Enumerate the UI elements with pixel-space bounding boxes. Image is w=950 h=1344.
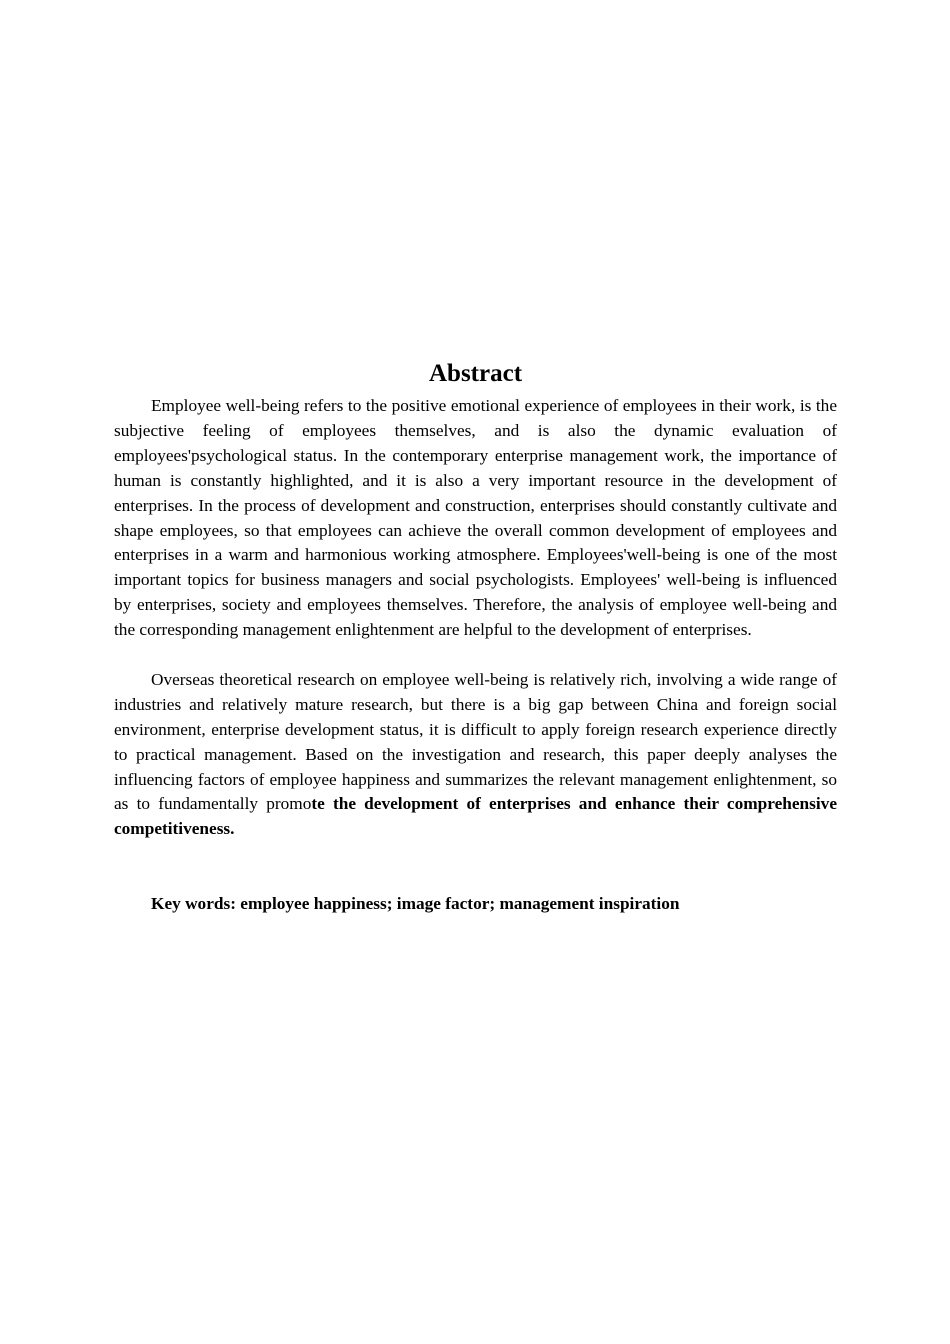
abstract-paragraph-2-regular: Overseas theoretical research on employee well-being is relatively rich, involving a wide range of industries and relatively mature research, but there is a big gap between China and foreign social environment, enterprise development status, it is difficult to apply foreign research experience directly to practical management. Based on the investigation and research, this paper deeply analyses the influencing factors of employee happiness and summarizes the relevant management enlightenment, so as to fundamentally promo	[114, 669, 837, 814]
abstract-paragraph-2-bold: te the development of enterprises and enhance their comprehensive competitiveness.	[114, 794, 837, 839]
abstract-paragraph-2	[114, 668, 837, 842]
keywords-line: Key words: employee happiness; image factor; management inspiration	[151, 894, 680, 914]
abstract-paragraph-1: Employee well-being refers to the positive emotional experience of employees in their work, is the subjective feeling of employees themselves, and is also the dynamic evaluation of employees'psychological status. In the contemporary enterprise management work, the importance of human is constantly highlighted, and it is also a very important resource in the development of enterprises. In the process of development and construction, enterprises should constantly cultivate and shape employees, so that employees can achieve the overall common development of employees and enterprises in a warm and harmonious working atmosphere. Employees'well-being is one of the most important topics for business managers and social psychologists. Employees' well-being is influenced by enterprises, society and employees themselves. Therefore, the analysis of employee well-being and the corresponding management enlightenment are helpful to the development of enterprises.	[114, 396, 837, 640]
abstract-page	[114, 358, 837, 917]
abstract-title: Abstract	[428, 360, 523, 387]
